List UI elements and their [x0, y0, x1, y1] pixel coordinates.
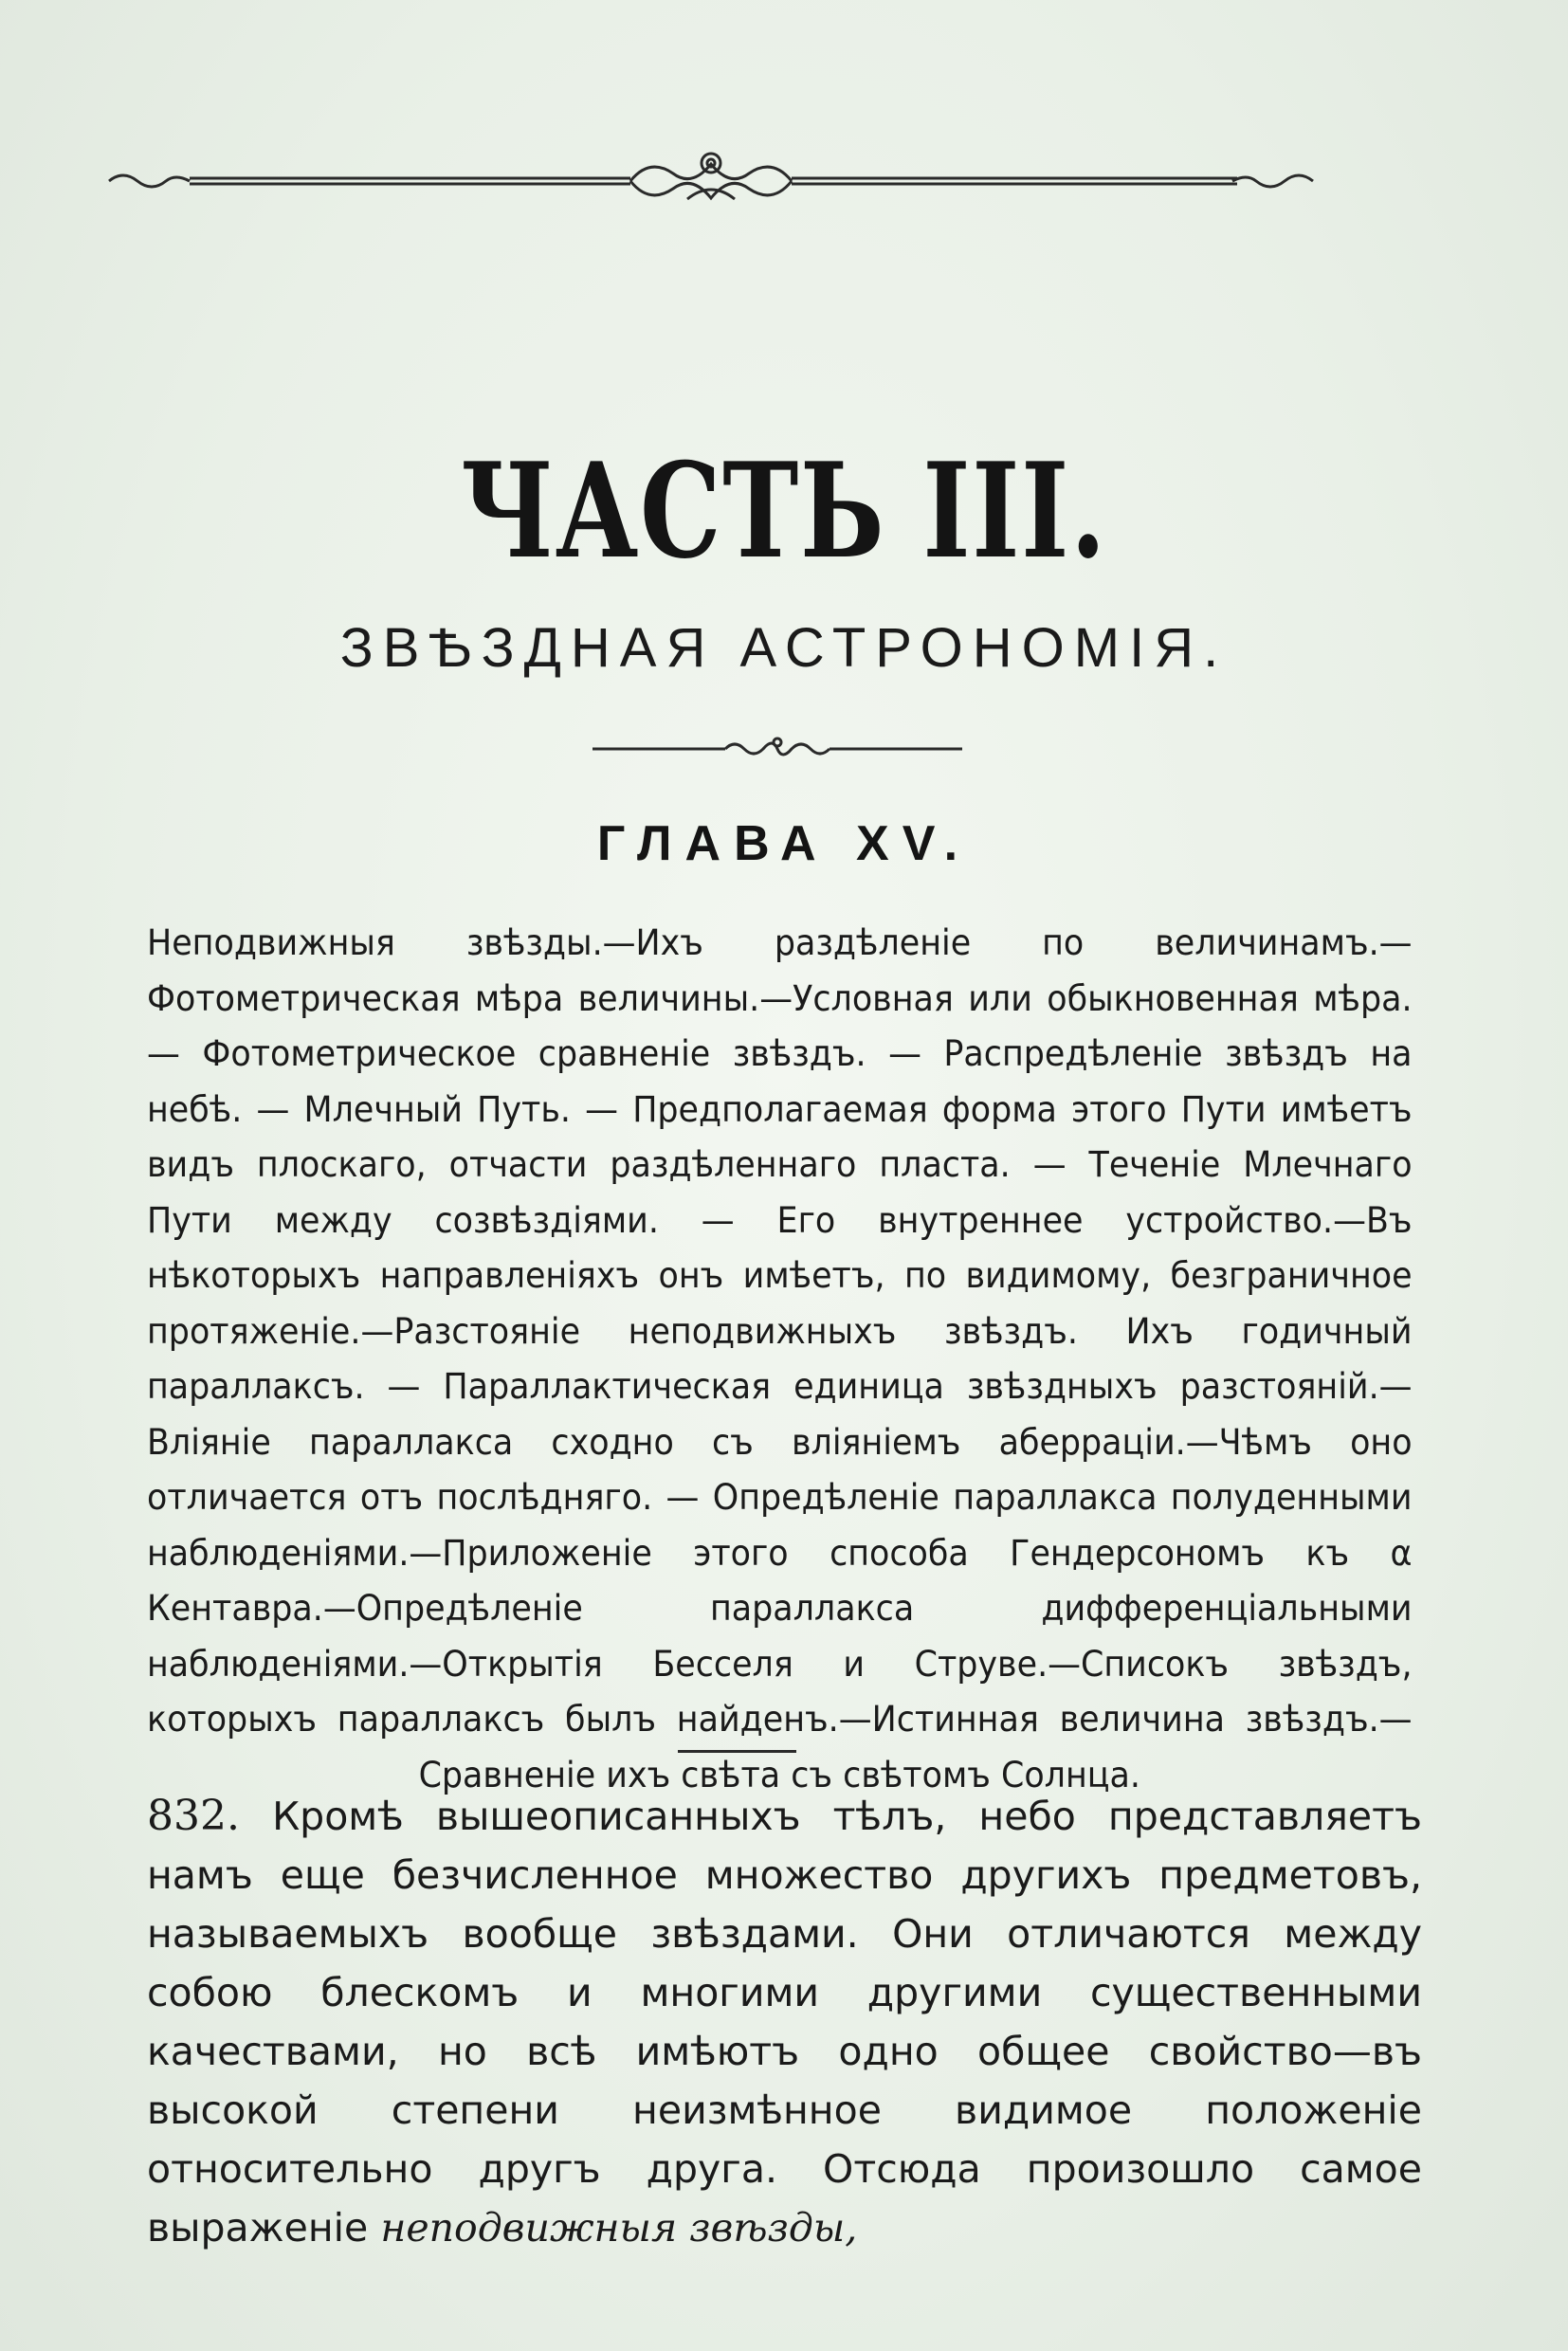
chapter-title: ГЛАВА XV. — [596, 816, 972, 871]
paragraph-number: 832. — [147, 1792, 240, 1840]
paragraph-text: Кромѣ вышеописанныхъ тѣлъ, небо представляетъ намъ еще безчисленное множество другихъ предметовъ, называемыхъ вообще звѣздами. Они отличаются между собою блескомъ и многими другими существенными качествами, но всѣ имѣютъ одно общее свойство—въ высокой степени неизмѣнное видимое положеніе относительно другъ друга. Отсюда произошло самое выраженіе — [147, 1794, 1422, 2251]
part-subtitle: ЗВѢЗДНАЯ АСТРОНОМІЯ. — [339, 617, 1229, 679]
divider-ornament-icon — [593, 735, 962, 763]
section-rule — [678, 1750, 796, 1753]
top-ornament-icon — [100, 142, 1322, 209]
body-paragraph — [147, 1787, 1422, 2257]
chapter-summary: Неподвижныя звѣзды.—Ихъ раздѣленіе по величинамъ.—Фотометрическая мѣра величины.—Условная или обыкновенная мѣра. — Фотометрическое сравненіе звѣздъ. — Распредѣленіе звѣздъ на небѣ. — Млечный Путь. — Предполагаемая форма этого Пути имѣетъ видъ плоскаго, отчасти раздѣленнаго пласта. — Теченіе Млечнаго Пути между созвѣздіями. — Его внутреннее устройство.—Въ нѣкоторыхъ направленіяхъ онъ имѣетъ, по видимому, безграничное протяженіе.—Разстояніе неподвижныхъ звѣздъ. Ихъ годичный параллаксъ. — Параллактическая единица звѣздныхъ разстояній.—Вліяніе параллакса сходно съ вліяніемъ аберраціи.—Чѣмъ оно отличается отъ послѣдняго. — Опредѣленіе параллакса полуденными наблюденіями.—Приложеніе этого способа Гендерсономъ къ α Кентавра.—Опредѣленіе параллакса дифференціальными наблюденіями.—Открытія Бесселя и Струве.—Списокъ звѣздъ, которыхъ параллаксъ былъ найденъ.—Истинная величина звѣздъ.— Сравненіе ихъ свѣта съ свѣтомъ Солнца. — [147, 921, 1413, 1795]
part-title: ЧАСТЬ III. — [460, 433, 1108, 588]
paragraph-emphasis: неподвижныя звѣзды, — [380, 2205, 858, 2251]
